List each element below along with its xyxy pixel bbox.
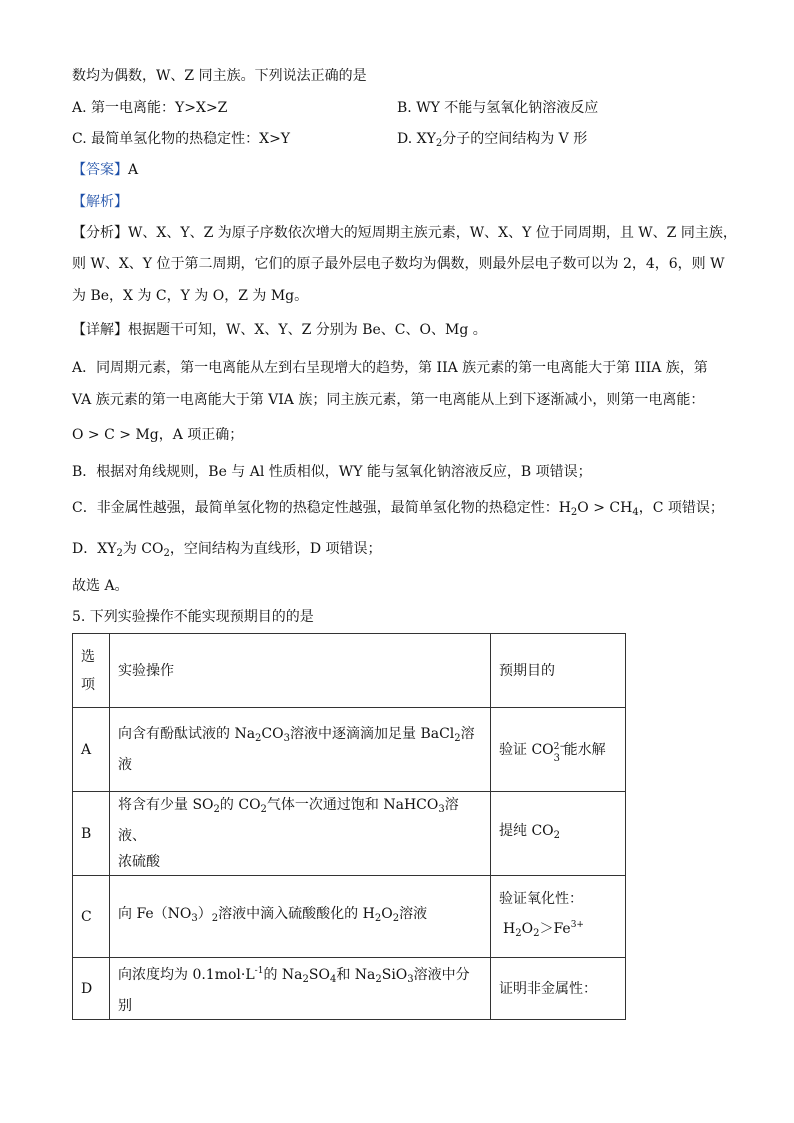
row-purpose: 验证氧化性： $H_2O_2>Fe^{3+}$ <box>491 876 626 958</box>
header-purpose: 预期目的 <box>491 634 626 708</box>
answer-tag: 【答案】 <box>72 162 128 178</box>
question4-intro-tail: 数均为偶数，W、Z 同主族。下列说法正确的是 <box>72 68 367 84</box>
option-a: A. 第一电离能：Y>X>Z <box>72 100 228 116</box>
detail-d-line: D．$XY_2$为 $CO_2$，空间结构为直线形，D 项错误； <box>72 541 382 559</box>
row-purpose: 验证 CO 2− 3 能水解 <box>491 708 626 792</box>
row-label: A <box>73 708 110 792</box>
row-label: B <box>73 792 110 876</box>
option-c: C. 最简单氢化物的热稳定性：X>Y <box>72 131 291 147</box>
header-option: 选项 <box>73 634 110 708</box>
table-row <box>73 792 626 876</box>
detail-c-line: C．非金属性越强，最简单氢化物的热稳定性越强，最简单氢化物的热稳定性：$H_2O > CH_4$，C 项错误； <box>72 500 724 518</box>
row-operation: 向 $Fe(NO_3)_2$溶液中滴入硫酸酸化的 $H_2O_2$溶液 <box>110 876 491 958</box>
option-b: B. WY 不能与氢氧化钠溶液反应 <box>397 100 599 116</box>
row-operation: 向含有酚酞试液的 $Na_2CO_3$溶液中逐滴滴加足量 BaCl$_2$溶 液 <box>110 708 491 792</box>
row-purpose: 证明非金属性： <box>491 958 626 1020</box>
row-operation: 将含有少量 $SO_2$的 $CO_2$气体一次通过饱和 NaHCO$_3$溶液、 浓硫酸 <box>110 792 491 876</box>
analysis-tag: 【解析】 <box>72 194 128 210</box>
row-label: C <box>73 876 110 958</box>
row-purpose: 提纯 $CO_2$ <box>491 792 626 876</box>
conclusion-line: 故选 A。 <box>72 578 129 594</box>
table-header-row <box>73 634 626 708</box>
detail-a-line-3: O > C > Mg，A 项正确； <box>72 427 244 443</box>
row-operation: 向浓度均为 $0.1mol\cdot L^{-1}$的 $Na_2SO_4$和 $Na_2SiO_3$溶液中分别 <box>110 958 491 1020</box>
table-row <box>73 958 626 1020</box>
detail-b-line: B．根据对角线规则，Be 与 Al 性质相似，WY 能与氢氧化钠溶液反应，B 项错误； <box>72 464 592 480</box>
table-row <box>73 708 626 792</box>
detail-line-1: 【详解】根据题干可知，W、X、Y、Z 分别为 Be、C、O、Mg 。 <box>72 322 487 338</box>
row-label: D <box>73 958 110 1020</box>
experiment-table <box>72 633 626 1020</box>
answer-line <box>72 160 138 180</box>
header-operation: 实验操作 <box>110 634 491 708</box>
table-row <box>73 876 626 958</box>
fenxi-line-2: 则 W、X、Y 位于第二周期，它们的原子最外层电子数均为偶数，则最外层电子数可以为 2，4，6，则 W <box>72 256 725 272</box>
fenxi-line-3: 为 Be，X 为 C，Y 为 O，Z 为 Mg。 <box>72 288 309 304</box>
detail-a-line-2: VA 族元素的第一电离能大于第 VIA 族；同主族元素，第一电离能从上到下逐渐减小，则第一电离能： <box>72 392 705 408</box>
answer-value: A <box>128 162 139 178</box>
question5-stem: 5. 下列实验操作不能实现预期目的的是 <box>72 609 314 625</box>
detail-a-line-1: A．同周期元素，第一电离能从左到右呈现增大的趋势，第 IIA 族元素的第一电离能大于第 IIIA 族，第 <box>72 360 708 376</box>
fenxi-line-1: 【分析】W、X、Y、Z 为原子序数依次增大的短周期主族元素，W、X、Y 位于同周期，且 W、Z 同主族， <box>72 225 737 241</box>
option-d: D. $XY_2$分子的空间结构为 V 形 <box>397 131 588 149</box>
